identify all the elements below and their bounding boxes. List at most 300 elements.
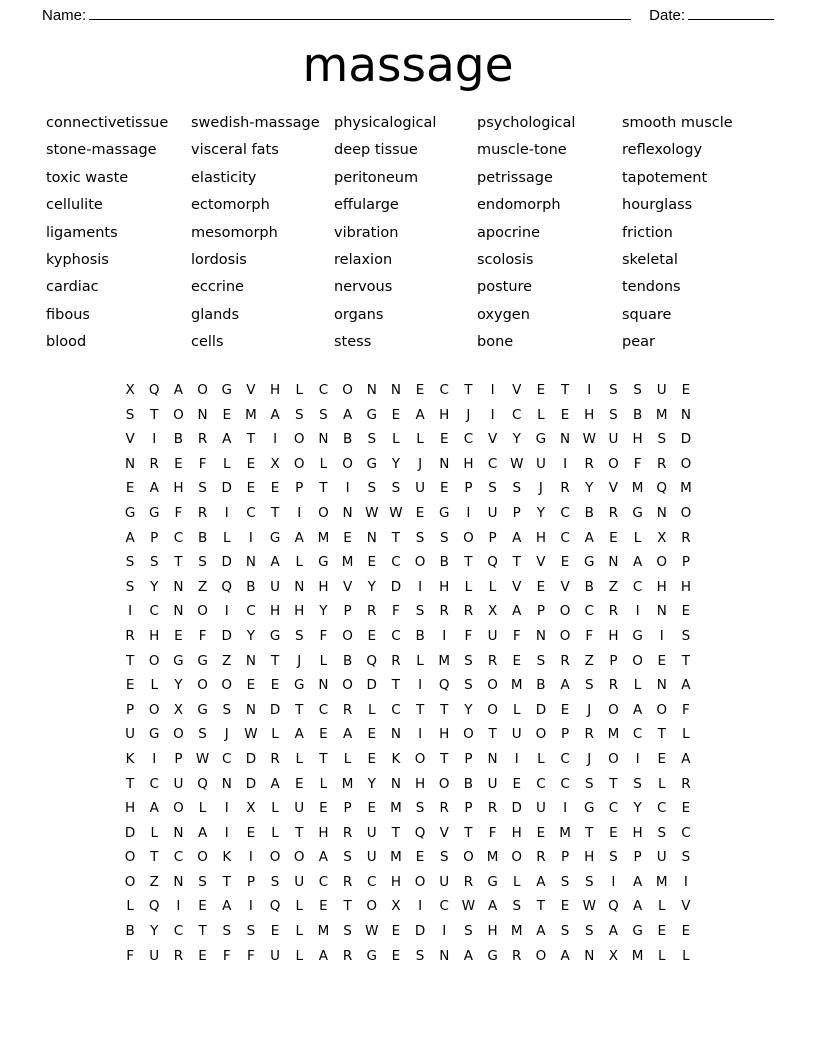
grid-letter[interactable]: R: [463, 873, 474, 890]
grid-letter[interactable]: Y: [512, 431, 521, 448]
grid-letter[interactable]: L: [343, 750, 352, 767]
grid-letter[interactable]: G: [632, 504, 643, 521]
grid-letter[interactable]: F: [464, 627, 473, 644]
grid-letter[interactable]: N: [560, 431, 571, 448]
grid-letter[interactable]: P: [295, 480, 304, 497]
grid-letter[interactable]: L: [319, 455, 328, 472]
grid-letter[interactable]: E: [439, 480, 449, 497]
grid-letter[interactable]: C: [391, 627, 401, 644]
grid-letter[interactable]: T: [681, 652, 691, 669]
word-list-item[interactable]: connectivetissue: [46, 115, 169, 131]
grid-letter[interactable]: E: [198, 898, 207, 915]
grid-letter[interactable]: H: [269, 603, 281, 620]
grid-letter[interactable]: F: [633, 455, 642, 472]
grid-letter[interactable]: M: [245, 406, 257, 423]
grid-letter[interactable]: Y: [633, 800, 642, 817]
grid-letter[interactable]: A: [270, 406, 280, 423]
grid-letter[interactable]: P: [488, 529, 497, 546]
grid-letter[interactable]: Z: [222, 652, 232, 669]
grid-letter[interactable]: C: [608, 800, 619, 817]
grid-letter[interactable]: M: [390, 800, 402, 817]
grid-letter[interactable]: N: [608, 554, 619, 571]
grid-letter[interactable]: D: [221, 627, 232, 644]
grid-letter[interactable]: Q: [148, 382, 160, 398]
grid-letter[interactable]: R: [560, 480, 570, 497]
grid-letter[interactable]: Y: [174, 677, 183, 694]
grid-letter[interactable]: L: [464, 578, 473, 595]
grid-letter[interactable]: O: [608, 750, 619, 767]
grid-letter[interactable]: L: [416, 652, 424, 669]
grid-letter[interactable]: Q: [608, 898, 619, 915]
grid-letter[interactable]: A: [342, 406, 353, 423]
grid-letter[interactable]: O: [414, 750, 426, 767]
grid-letter[interactable]: I: [128, 603, 133, 620]
grid-letter[interactable]: S: [633, 382, 642, 398]
grid-letter[interactable]: L: [682, 726, 690, 743]
grid-letter[interactable]: C: [318, 382, 329, 398]
grid-letter[interactable]: N: [680, 406, 691, 423]
grid-letter[interactable]: E: [560, 701, 570, 718]
word-list-item[interactable]: hourglass: [622, 197, 693, 214]
grid-letter[interactable]: C: [391, 701, 401, 718]
grid-letter[interactable]: X: [270, 455, 280, 472]
grid-letter[interactable]: J: [297, 652, 302, 669]
grid-letter[interactable]: O: [197, 603, 208, 620]
grid-letter[interactable]: B: [342, 431, 353, 448]
grid-letter[interactable]: I: [635, 603, 640, 620]
grid-letter[interactable]: C: [149, 603, 159, 620]
grid-letter[interactable]: U: [149, 947, 160, 964]
grid-letter[interactable]: H: [173, 480, 184, 497]
grid-letter[interactable]: H: [656, 578, 667, 595]
grid-letter[interactable]: A: [512, 529, 522, 546]
word-list-item[interactable]: glands: [191, 306, 240, 323]
grid-letter[interactable]: F: [682, 701, 690, 718]
word-list-item[interactable]: psychological: [477, 115, 576, 131]
grid-letter[interactable]: E: [657, 652, 666, 669]
grid-letter[interactable]: S: [222, 701, 232, 718]
word-list-item[interactable]: toxic waste: [46, 169, 129, 186]
grid-letter[interactable]: S: [415, 800, 425, 817]
grid-letter[interactable]: R: [270, 750, 280, 767]
grid-letter[interactable]: B: [197, 529, 208, 546]
grid-letter[interactable]: H: [439, 578, 450, 595]
grid-letter[interactable]: P: [681, 554, 690, 571]
grid-letter[interactable]: A: [584, 529, 594, 546]
grid-letter[interactable]: D: [414, 923, 426, 940]
grid-letter[interactable]: W: [389, 504, 403, 521]
grid-letter[interactable]: S: [343, 923, 352, 940]
grid-letter[interactable]: H: [632, 431, 643, 448]
grid-letter[interactable]: T: [343, 898, 352, 915]
grid-letter[interactable]: F: [247, 947, 255, 964]
grid-letter[interactable]: E: [294, 775, 304, 792]
grid-letter[interactable]: M: [390, 849, 402, 866]
grid-letter[interactable]: L: [537, 406, 545, 423]
grid-letter[interactable]: M: [317, 529, 330, 546]
grid-letter[interactable]: E: [174, 627, 183, 644]
grid-letter[interactable]: O: [414, 873, 426, 890]
grid-letter[interactable]: U: [173, 775, 184, 792]
grid-letter[interactable]: L: [488, 578, 497, 595]
grid-letter[interactable]: W: [582, 898, 596, 915]
grid-letter[interactable]: W: [461, 898, 476, 915]
grid-letter[interactable]: Q: [366, 652, 378, 669]
grid-letter[interactable]: J: [466, 406, 471, 423]
grid-letter[interactable]: I: [659, 627, 664, 644]
grid-letter[interactable]: M: [607, 726, 620, 743]
grid-letter[interactable]: S: [609, 849, 618, 866]
grid-letter[interactable]: A: [222, 898, 232, 915]
grid-letter[interactable]: S: [584, 923, 594, 940]
grid-letter[interactable]: C: [463, 431, 474, 448]
grid-letter[interactable]: E: [367, 800, 376, 817]
grid-letter[interactable]: Q: [414, 824, 426, 841]
grid-letter[interactable]: N: [656, 603, 667, 620]
grid-letter[interactable]: T: [270, 504, 280, 521]
grid-letter[interactable]: B: [342, 652, 353, 669]
grid-letter[interactable]: O: [680, 504, 692, 521]
grid-letter[interactable]: E: [536, 824, 546, 841]
grid-letter[interactable]: W: [365, 923, 379, 940]
grid-letter[interactable]: N: [656, 504, 667, 521]
grid-letter[interactable]: G: [535, 431, 547, 448]
grid-letter[interactable]: S: [633, 775, 642, 792]
word-list-item[interactable]: cellulite: [46, 197, 103, 214]
grid-letter[interactable]: E: [391, 947, 401, 964]
grid-letter[interactable]: O: [366, 898, 378, 915]
grid-letter[interactable]: V: [246, 382, 256, 398]
grid-letter[interactable]: N: [439, 947, 450, 964]
grid-letter[interactable]: J: [418, 455, 423, 472]
grid-letter[interactable]: E: [512, 775, 521, 792]
grid-letter[interactable]: U: [294, 800, 305, 817]
grid-letter[interactable]: R: [197, 431, 208, 448]
grid-letter[interactable]: N: [535, 627, 546, 644]
grid-letter[interactable]: S: [198, 726, 207, 743]
grid-letter[interactable]: B: [439, 554, 449, 571]
grid-letter[interactable]: G: [149, 504, 160, 521]
grid-letter[interactable]: Q: [269, 898, 281, 915]
grid-letter[interactable]: O: [463, 849, 474, 866]
grid-letter[interactable]: S: [657, 824, 667, 841]
grid-letter[interactable]: R: [342, 947, 353, 964]
grid-letter[interactable]: L: [271, 824, 279, 841]
grid-letter[interactable]: G: [197, 652, 208, 669]
grid-letter[interactable]: E: [246, 677, 256, 694]
grid-letter[interactable]: A: [125, 529, 135, 546]
grid-letter[interactable]: S: [149, 554, 159, 571]
grid-letter[interactable]: U: [487, 627, 498, 644]
grid-letter[interactable]: Z: [584, 652, 594, 669]
grid-letter[interactable]: F: [126, 947, 134, 964]
grid-letter[interactable]: S: [464, 677, 473, 694]
grid-letter[interactable]: T: [464, 382, 473, 398]
grid-letter[interactable]: G: [269, 627, 281, 644]
grid-letter[interactable]: T: [609, 775, 618, 792]
grid-letter[interactable]: O: [342, 627, 353, 644]
grid-letter[interactable]: K: [391, 750, 401, 767]
grid-letter[interactable]: C: [584, 603, 594, 620]
grid-letter[interactable]: I: [563, 455, 568, 472]
grid-letter[interactable]: L: [367, 701, 376, 718]
grid-letter[interactable]: X: [246, 800, 256, 817]
grid-letter[interactable]: R: [173, 947, 184, 964]
grid-letter[interactable]: B: [463, 775, 474, 792]
grid-letter[interactable]: O: [414, 554, 426, 571]
grid-letter[interactable]: H: [318, 824, 329, 841]
grid-letter[interactable]: S: [584, 775, 594, 792]
grid-letter[interactable]: O: [148, 701, 160, 718]
grid-letter[interactable]: N: [245, 701, 256, 718]
grid-letter[interactable]: B: [415, 627, 425, 644]
grid-letter[interactable]: O: [197, 677, 208, 694]
grid-letter[interactable]: J: [587, 750, 592, 767]
grid-letter[interactable]: N: [487, 750, 498, 767]
grid-letter[interactable]: N: [221, 775, 232, 792]
grid-letter[interactable]: C: [439, 382, 449, 398]
grid-letter[interactable]: A: [222, 431, 232, 448]
grid-letter[interactable]: E: [367, 726, 376, 743]
grid-letter[interactable]: S: [488, 480, 497, 497]
grid-letter[interactable]: R: [149, 455, 159, 472]
grid-letter[interactable]: T: [319, 480, 328, 497]
grid-letter[interactable]: U: [511, 726, 522, 743]
grid-letter[interactable]: L: [295, 750, 303, 767]
grid-letter[interactable]: T: [391, 529, 401, 546]
grid-letter[interactable]: S: [681, 627, 691, 644]
grid-letter[interactable]: F: [585, 627, 594, 644]
grid-letter[interactable]: W: [244, 726, 258, 743]
grid-letter[interactable]: C: [318, 701, 329, 718]
grid-letter[interactable]: E: [681, 923, 691, 940]
grid-letter[interactable]: E: [609, 529, 618, 546]
grid-letter[interactable]: E: [246, 480, 256, 497]
grid-letter[interactable]: S: [584, 873, 594, 890]
grid-letter[interactable]: C: [512, 406, 522, 423]
grid-letter[interactable]: N: [318, 677, 329, 694]
grid-letter[interactable]: L: [512, 701, 521, 718]
grid-letter[interactable]: I: [418, 677, 423, 694]
grid-letter[interactable]: V: [439, 824, 449, 841]
grid-letter[interactable]: R: [584, 455, 594, 472]
grid-letter[interactable]: O: [656, 554, 668, 571]
grid-letter[interactable]: C: [246, 504, 256, 521]
grid-letter[interactable]: X: [173, 701, 184, 718]
grid-letter[interactable]: G: [632, 627, 643, 644]
grid-letter[interactable]: R: [439, 800, 449, 817]
grid-letter[interactable]: T: [657, 726, 666, 743]
grid-letter[interactable]: O: [463, 726, 474, 743]
name-write-line[interactable]: [89, 2, 631, 20]
grid-letter[interactable]: L: [198, 800, 207, 817]
grid-letter[interactable]: D: [535, 701, 547, 718]
grid-letter[interactable]: S: [125, 406, 135, 423]
grid-letter[interactable]: N: [294, 578, 305, 595]
grid-letter[interactable]: D: [390, 578, 402, 595]
grid-letter[interactable]: R: [342, 873, 353, 890]
word-list-item[interactable]: tapotement: [622, 169, 708, 186]
grid-letter[interactable]: K: [222, 849, 232, 866]
grid-letter[interactable]: G: [269, 529, 281, 546]
grid-letter[interactable]: V: [342, 578, 353, 595]
grid-letter[interactable]: E: [270, 923, 280, 940]
grid-letter[interactable]: A: [681, 677, 691, 694]
grid-letter[interactable]: P: [560, 849, 570, 866]
grid-letter[interactable]: S: [198, 480, 207, 497]
grid-letter[interactable]: S: [609, 406, 618, 423]
grid-letter[interactable]: O: [173, 726, 184, 743]
grid-letter[interactable]: I: [683, 873, 688, 890]
grid-letter[interactable]: S: [415, 947, 425, 964]
grid-letter[interactable]: L: [682, 947, 690, 964]
grid-letter[interactable]: Q: [221, 578, 233, 595]
grid-letter[interactable]: I: [273, 431, 278, 448]
grid-letter[interactable]: S: [560, 873, 570, 890]
grid-letter[interactable]: S: [367, 480, 377, 497]
grid-letter[interactable]: C: [560, 750, 570, 767]
word-list-item[interactable]: scolosis: [477, 252, 534, 269]
grid-letter[interactable]: C: [246, 603, 256, 620]
grid-letter[interactable]: G: [366, 455, 377, 472]
grid-letter[interactable]: N: [173, 824, 184, 841]
grid-letter[interactable]: O: [342, 455, 353, 472]
grid-letter[interactable]: G: [197, 701, 208, 718]
grid-letter[interactable]: T: [198, 923, 207, 940]
grid-letter[interactable]: L: [271, 800, 279, 817]
word-list-item[interactable]: apocrine: [477, 224, 541, 241]
grid-letter[interactable]: O: [124, 873, 136, 890]
grid-letter[interactable]: M: [631, 480, 644, 497]
grid-letter[interactable]: K: [125, 750, 135, 767]
grid-letter[interactable]: A: [463, 947, 474, 964]
word-list-item[interactable]: friction: [622, 224, 673, 241]
grid-letter[interactable]: X: [391, 898, 401, 915]
grid-letter[interactable]: T: [464, 554, 473, 571]
grid-letter[interactable]: P: [174, 750, 183, 767]
grid-letter[interactable]: P: [150, 529, 159, 546]
grid-letter[interactable]: N: [584, 947, 595, 964]
grid-letter[interactable]: S: [125, 554, 135, 571]
grid-letter[interactable]: G: [439, 504, 450, 521]
grid-letter[interactable]: W: [510, 455, 524, 472]
grid-letter[interactable]: L: [295, 923, 303, 940]
grid-letter[interactable]: O: [511, 849, 523, 866]
grid-letter[interactable]: C: [367, 873, 377, 890]
grid-letter[interactable]: S: [609, 382, 618, 398]
grid-letter[interactable]: G: [173, 652, 184, 669]
grid-letter[interactable]: A: [512, 603, 522, 620]
grid-letter[interactable]: P: [464, 750, 473, 767]
grid-letter[interactable]: V: [487, 431, 498, 448]
grid-letter[interactable]: M: [486, 849, 499, 866]
grid-letter[interactable]: G: [584, 800, 595, 817]
grid-letter[interactable]: N: [390, 775, 401, 792]
grid-letter[interactable]: O: [293, 431, 305, 448]
grid-letter[interactable]: E: [367, 627, 376, 644]
grid-letter[interactable]: Y: [464, 701, 473, 718]
grid-letter[interactable]: A: [560, 947, 570, 964]
grid-letter[interactable]: I: [224, 603, 229, 620]
grid-letter[interactable]: P: [126, 701, 135, 718]
grid-letter[interactable]: E: [657, 750, 666, 767]
grid-letter[interactable]: I: [176, 898, 181, 915]
grid-letter[interactable]: H: [632, 824, 643, 841]
grid-letter[interactable]: Q: [656, 480, 668, 497]
grid-letter[interactable]: I: [466, 504, 471, 521]
grid-letter[interactable]: O: [221, 677, 233, 694]
grid-letter[interactable]: S: [319, 406, 328, 423]
grid-letter[interactable]: G: [124, 504, 136, 521]
grid-letter[interactable]: F: [392, 603, 400, 620]
grid-letter[interactable]: T: [222, 873, 231, 890]
grid-letter[interactable]: H: [294, 603, 305, 620]
grid-letter[interactable]: E: [391, 923, 401, 940]
grid-letter[interactable]: N: [197, 406, 208, 423]
grid-letter[interactable]: E: [319, 726, 328, 743]
grid-letter[interactable]: W: [365, 504, 379, 521]
grid-letter[interactable]: T: [440, 750, 449, 767]
grid-letter[interactable]: T: [246, 431, 256, 448]
grid-letter[interactable]: R: [487, 800, 498, 817]
grid-letter[interactable]: V: [512, 578, 522, 595]
grid-letter[interactable]: V: [681, 898, 691, 915]
grid-letter[interactable]: U: [535, 800, 546, 817]
grid-letter[interactable]: G: [366, 406, 377, 423]
grid-letter[interactable]: O: [463, 529, 474, 546]
grid-letter[interactable]: R: [342, 701, 353, 718]
grid-letter[interactable]: E: [512, 652, 521, 669]
word-list-item[interactable]: effularge: [334, 197, 399, 214]
grid-letter[interactable]: D: [221, 554, 232, 571]
grid-letter[interactable]: R: [657, 455, 667, 472]
grid-letter[interactable]: T: [295, 824, 304, 841]
grid-letter[interactable]: P: [512, 504, 521, 521]
grid-letter[interactable]: P: [343, 603, 352, 620]
word-list-item[interactable]: nervous: [334, 279, 393, 296]
grid-letter[interactable]: N: [245, 554, 256, 571]
grid-letter[interactable]: T: [512, 554, 521, 571]
grid-letter[interactable]: X: [125, 382, 135, 398]
grid-letter[interactable]: X: [608, 947, 619, 964]
grid-letter[interactable]: P: [560, 726, 570, 743]
grid-letter[interactable]: H: [439, 726, 450, 743]
grid-letter[interactable]: R: [342, 824, 353, 841]
grid-letter[interactable]: S: [270, 873, 280, 890]
grid-letter[interactable]: E: [536, 578, 546, 595]
grid-letter[interactable]: Y: [585, 480, 594, 497]
grid-letter[interactable]: N: [390, 726, 401, 743]
word-list-item[interactable]: stess: [334, 334, 372, 351]
grid-letter[interactable]: E: [391, 406, 401, 423]
word-list-item[interactable]: physicalogical: [334, 115, 437, 131]
grid-letter[interactable]: A: [270, 554, 280, 571]
grid-letter[interactable]: I: [224, 800, 229, 817]
grid-letter[interactable]: C: [560, 504, 570, 521]
grid-letter[interactable]: O: [680, 455, 692, 472]
grid-letter[interactable]: S: [464, 923, 473, 940]
grid-letter[interactable]: A: [342, 726, 353, 743]
grid-letter[interactable]: E: [439, 431, 449, 448]
grid-letter[interactable]: C: [222, 750, 232, 767]
word-list-item[interactable]: cardiac: [46, 279, 99, 296]
grid-letter[interactable]: S: [464, 652, 473, 669]
word-list-item[interactable]: swedish-massage: [191, 115, 320, 131]
grid-letter[interactable]: N: [656, 677, 667, 694]
grid-letter[interactable]: E: [125, 480, 135, 497]
grid-letter[interactable]: U: [656, 382, 667, 398]
grid-letter[interactable]: P: [246, 873, 255, 890]
